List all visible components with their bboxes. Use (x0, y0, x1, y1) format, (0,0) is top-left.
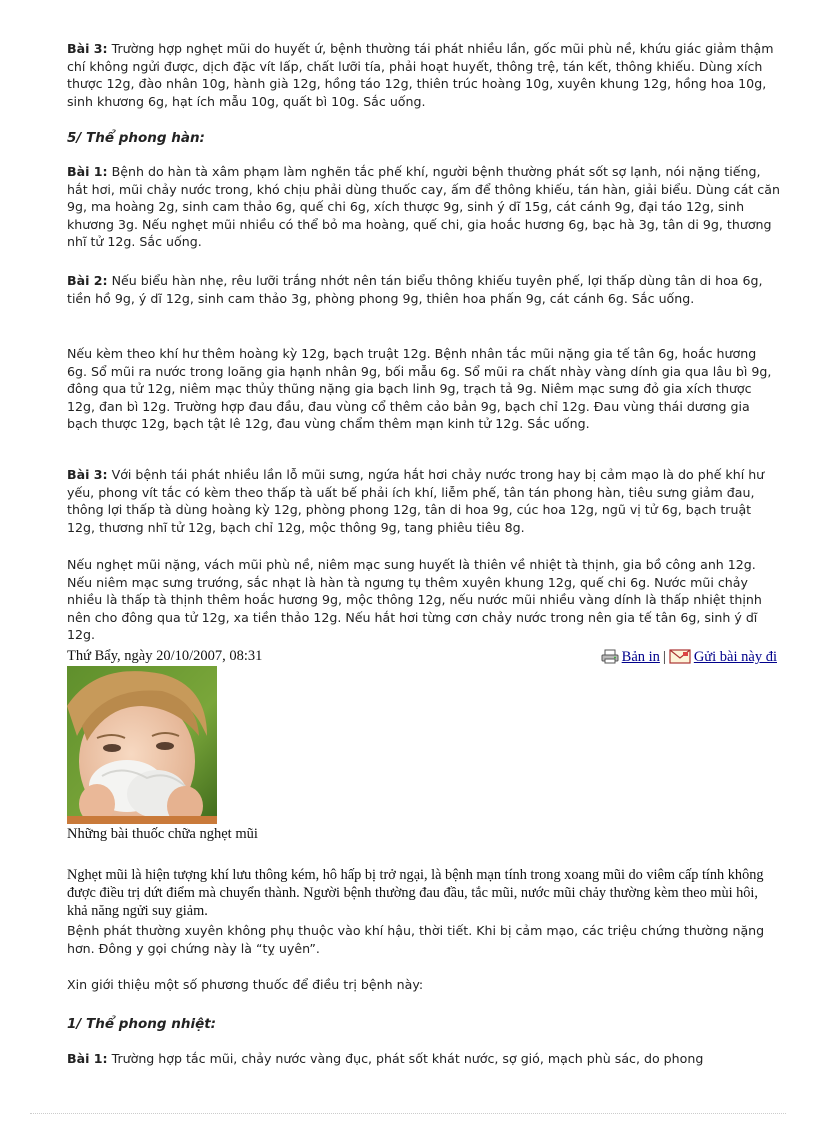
photo-caption: Những bài thuốc chữa nghẹt mũi (67, 826, 258, 842)
text-bai2: Nếu biểu hàn nhẹ, rêu lưỡi trắng nhớt nên tán biểu thông khiếu tuyên phế, lợi thấp dùng tân di hoa 6g, tiền hồ 9g, ý dĩ 12g, sinh cam thảo 3g, phòng phong 9g, thiên hoa phấn 9g, cát cánh 6g. Sắc uống. (67, 273, 763, 306)
paragraph-bai1-section1 (67, 1050, 780, 1068)
heading-section1: 1/ Thể phong nhiệt: (67, 1016, 217, 1032)
print-link[interactable]: Bản in (621, 649, 660, 665)
text-bai3: Trường hợp nghẹt mũi do huyết ứ, bệnh thường tái phát nhiều lần, gốc mũi phù nề, khứu giác giảm thậm chí không ngửi được, dịch đặc vít lấp, chất lưỡi tía, phải hoạt huyết, thông trệ, tán kết, thông khiếu. Dùng xích thược 12g, đào nhân 10g, hành già 12g, hồng táo 12g, thiên trúc hoàng 10g, xuyên khung 12g, hồng hoa 10g, sinh khương 6g, hạt ích mẫu 10g, quất bì 10g. Sắc uống. (67, 41, 774, 109)
post-meta-row (67, 646, 777, 666)
intro-paragraph-2: Bệnh phát thường xuyên không phụ thuộc vào khí hậu, thời tiết. Khi bị cảm mạo, các triệu chứng thường nặng hơn. Đông y gọi chứng này là “tỵ uyên”. (67, 923, 765, 956)
paragraph-bai1-section5 (67, 163, 780, 251)
intro-paragraph-1: Nghẹt mũi là hiện tượng khí lưu thông kém, hô hấp bị trở ngại, là bệnh mạn tính trong xoang mũi do viêm cấp tính không được điều trị dứt điểm mà chuyển thành. Người bệnh thường đau đầu, tắc mũi, nước mũi chảy thường kèm theo mùi hôi, khả năng ngửi suy giảm. (67, 867, 764, 919)
heading-section5: 5/ Thể phong hàn: (67, 130, 205, 146)
text-bai3: Với bệnh tái phát nhiều lần lỗ mũi sưng, ngứa hắt hơi chảy nước trong hay bị cảm mạo là do phế khí hư yếu, phong vít tắc có kèm theo thấp tà uất bế phải ích khí, liễm phế, tân tán phong hàn, tiêu sưng giảm đau, thông lợi thấp tà dùng hoàng kỳ 12g, phòng phong 12g, tân di hoa 9g, cúc hoa 12g, ngũ vị tử 6g, bạch truật 12g, thương nhĩ tử 12g, bạch chỉ 12g, mộc thông 9g, tang phiêu tiêu 8g. (67, 467, 765, 535)
paragraph-bai3-section5 (67, 466, 780, 536)
paragraph-bai2-section5 (67, 272, 780, 307)
page-bottom-divider (30, 1113, 786, 1114)
label-bai1: Bài 1: (67, 164, 108, 179)
text-bai1: Trường hợp tắc mũi, chảy nước vàng đục, phát sốt khát nước, sợ gió, mạch phù sác, do phong (107, 1051, 704, 1066)
envelope-icon[interactable] (669, 648, 691, 669)
label-bai3: Bài 3: (67, 467, 108, 482)
send-article-link[interactable]: Gửi bài này đi (693, 649, 777, 665)
intro-block (67, 866, 780, 920)
label-bai1: Bài 1: (67, 1051, 108, 1066)
label-bai3: Bài 3: (67, 41, 108, 56)
printer-icon[interactable] (601, 649, 619, 669)
post-actions (601, 648, 777, 669)
text-bai1: Bệnh do hàn tà xâm phạm làm nghẽn tắc phế khí, người bệnh thường phát sốt sợ lạnh, nói nặng tiếng, hắt hơi, mũi chảy nước trong, khó chịu phải dùng thuốc cay, ấm để thông khiếu, tán hàn, giải biểu. Dùng cát căn 9g, ma hoàng 2g, sinh cam thảo 6g, quế chi 6g, xích thược 9g, sinh ý dĩ 15g, cát cánh 9g, đại táo 12g, sinh khương 3g. Nếu nghẹt mũi nhiều có thể bỏ ma hoàng, quế chi, gia hoắc hương 6g, bạc hà 3g, tân di 9g, thương nhĩ tử 12g. Sắc uống. (67, 164, 780, 250)
link-separator: | (662, 649, 666, 665)
intro-paragraph-3: Xin giới thiệu một số phương thuốc để điều trị bệnh này: (67, 977, 424, 992)
label-bai2: Bài 2: (67, 273, 108, 288)
paragraph-extra2: Nếu nghẹt mũi nặng, vách mũi phù nề, niêm mạc sung huyết là thiên về nhiệt tà thịnh, gia bồ công anh 12g. Nếu niêm mạc sưng trướng, sắc nhạt là hàn tà ngưng tụ thêm xuyên khung 12g, quế chi 6g. Nước mũi chảy nhiều là thấp tà thịnh thêm hoắc hương 9g, mộc thông 12g, nếu nước mũi nhiều vàng dính là thấp nhiệt thịnh nên cho đông qua tử 12g, xa tiền thảo 12g. Nếu hắt hơi từng cơn chảy nước trong nên gia tế tân 6g, sinh ý dĩ 12g. (67, 557, 762, 643)
post-date: Thứ Bẩy, ngày 20/10/2007, 08:31 (67, 648, 263, 664)
paragraph-bai3-section4 (67, 40, 780, 110)
paragraph-extra1: Nếu kèm theo khí hư thêm hoàng kỳ 12g, bạch truật 12g. Bệnh nhân tắc mũi nặng gia tế tân 6g, hoắc hương 6g. Sổ mũi ra nước trong loãng gia hạnh nhân 9g, bối mẫu 6g. Sổ mũi ra chất nhày vàng dính gia qua lâu bì 9g, đông qua tử 12g, niêm mạc thủy thũng nặng gia bạch linh 9g, trạch tả 9g. Niêm mạc sưng đỏ gia xích thược 12g, đan bì 12g. Trường hợp đau đầu, đau vùng cổ thêm cảo bản 9g, bạch chỉ 12g. Đau vùng thái dương gia bạch thược 12g, bạch tật lê 12g, đau vùng chẩm thêm mạn kinh tử 12g. Sắc uống. (67, 346, 772, 432)
article-photo (67, 666, 217, 824)
